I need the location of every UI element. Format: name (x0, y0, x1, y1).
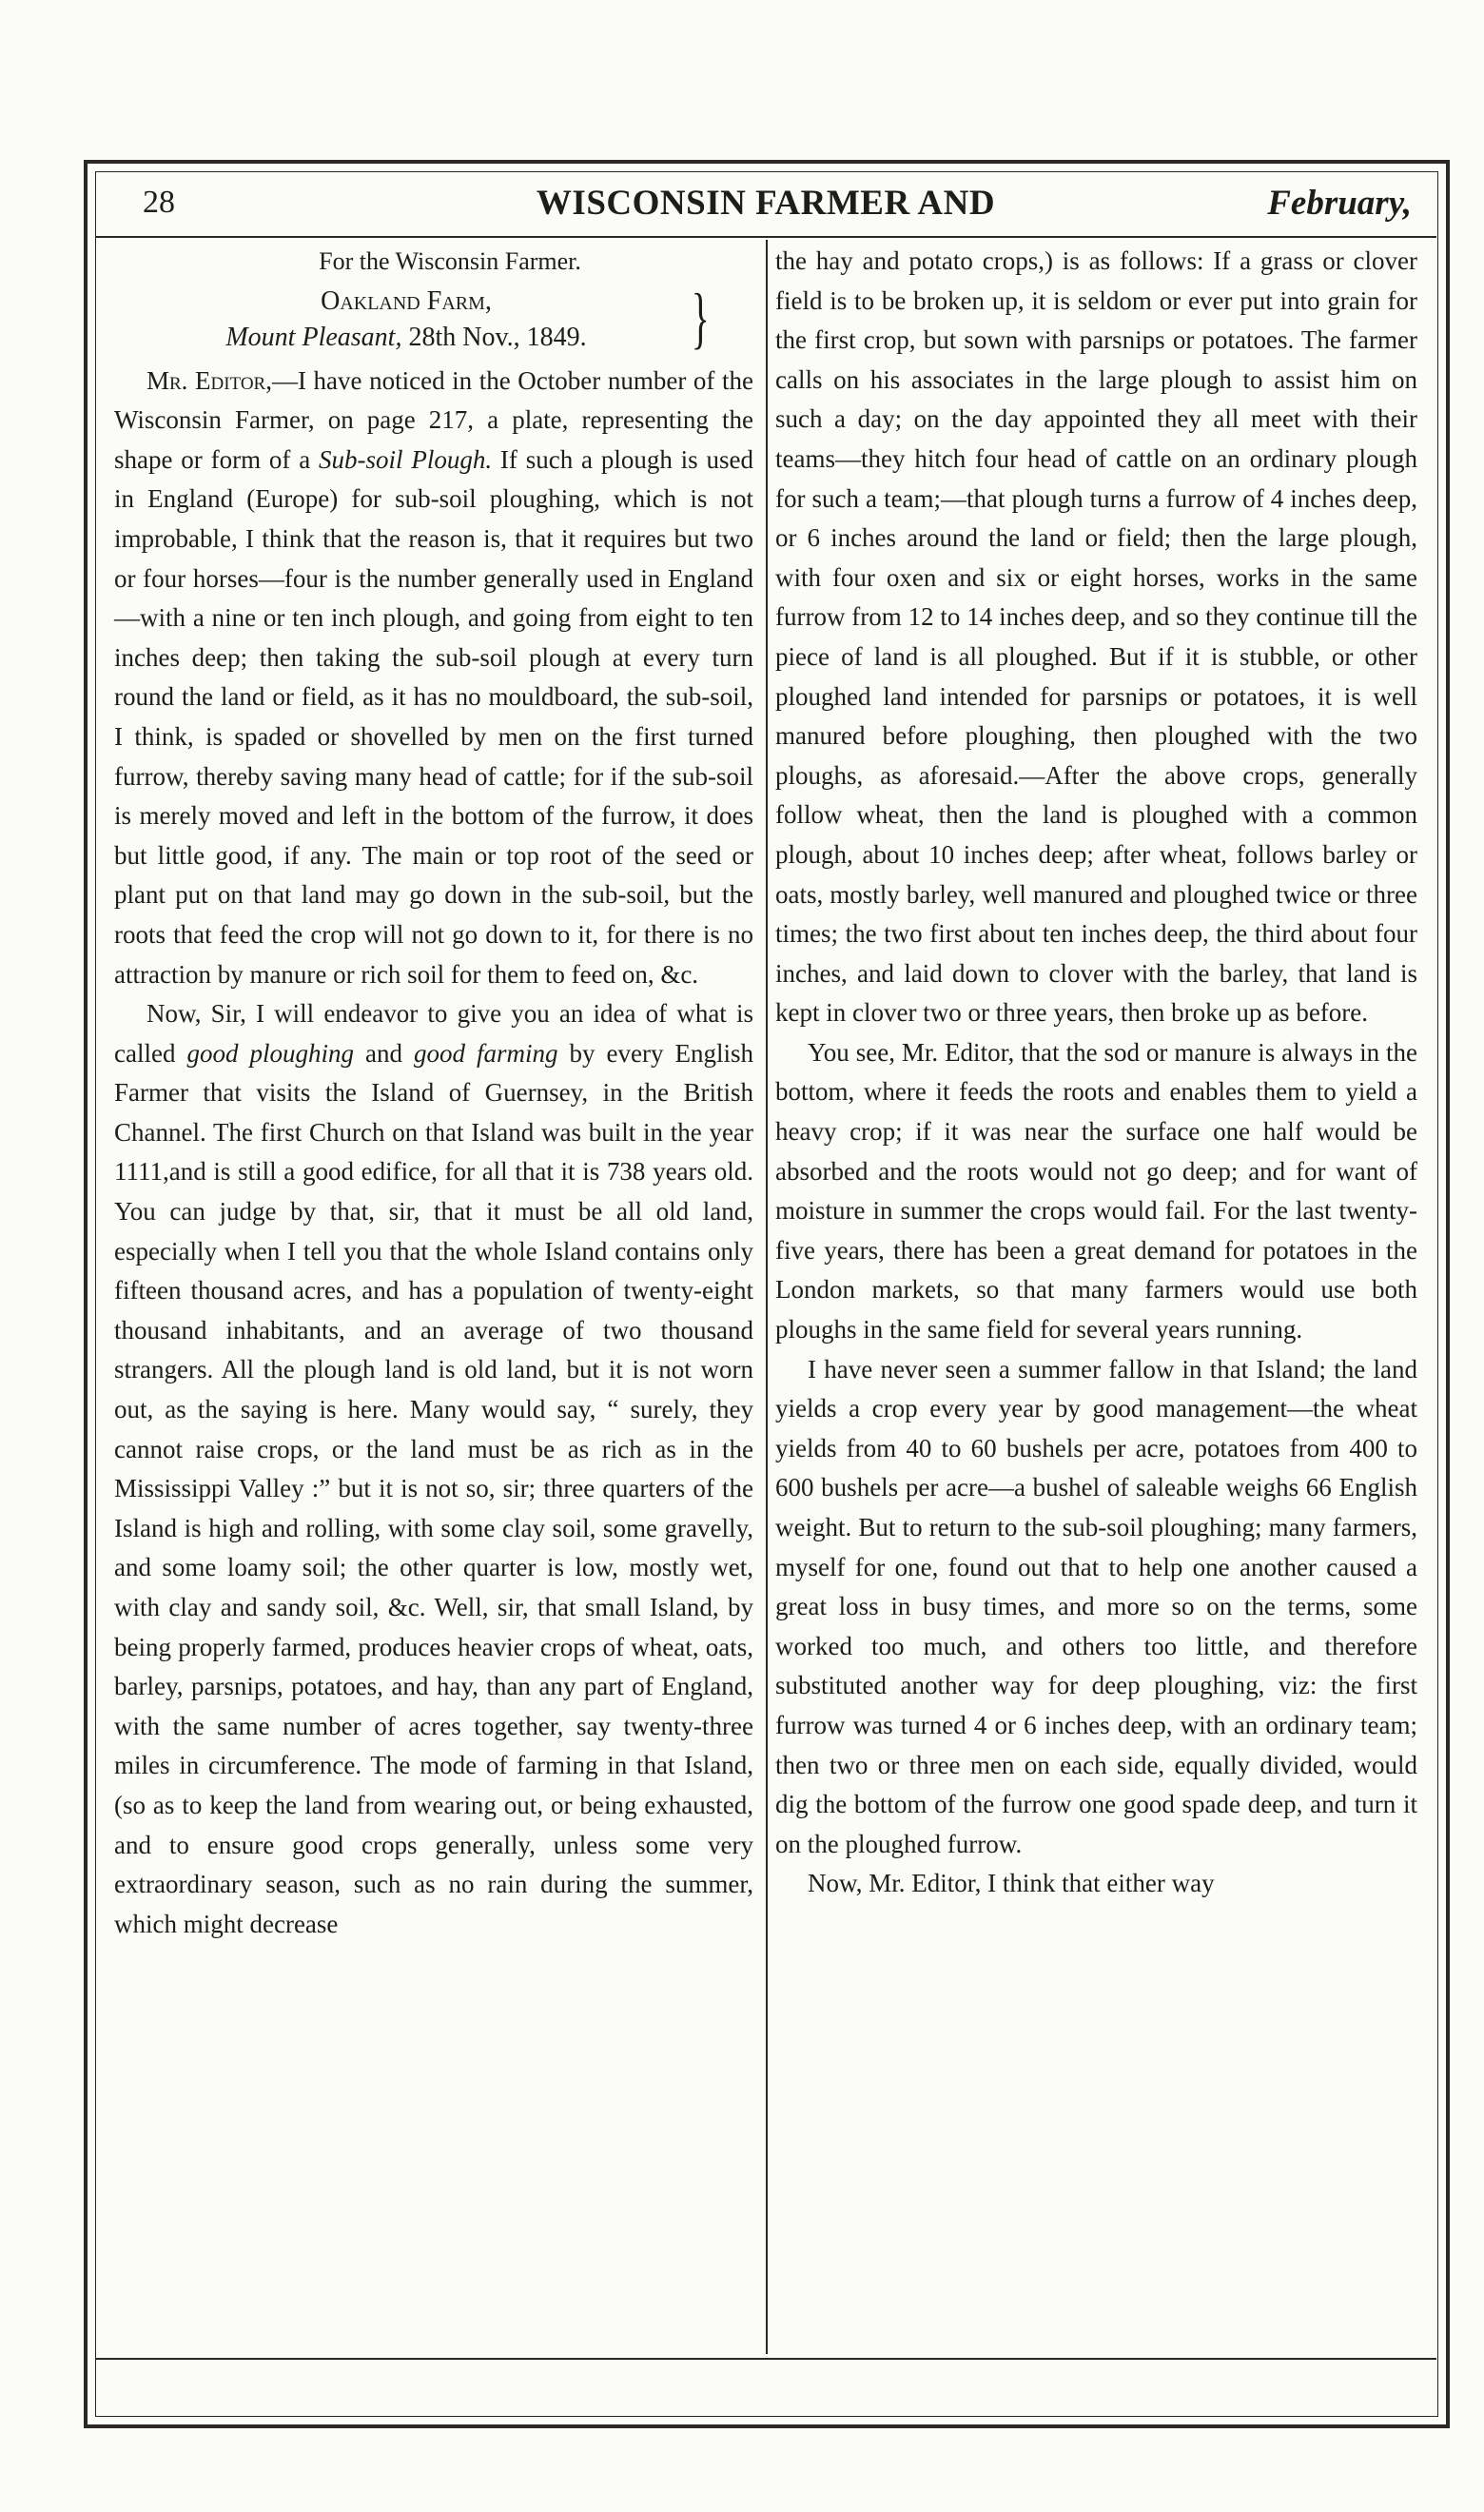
letter-dateline (114, 279, 753, 358)
header-rule (95, 236, 1436, 238)
paragraph-1 (114, 362, 753, 995)
running-date: February, (1267, 184, 1412, 223)
paragraph-2-text-b: and (353, 1038, 414, 1068)
paragraph-2-emphasis-1: good ploughing (186, 1038, 354, 1068)
running-title: WISCONSIN FARMER AND (536, 184, 996, 223)
dateline-place (114, 318, 698, 358)
column-divider (766, 240, 768, 2354)
dateline-town: Mount Pleasant, (225, 322, 402, 352)
running-header (95, 179, 1436, 234)
paragraph-2 (114, 994, 753, 1944)
paragraph-2-text-a: Now, Sir, I will endeavor to give you an idea of what is called (114, 999, 753, 1068)
paragraph-2-continued: the hay and potato crops,) is as follows: If a grass or clover field is to be broken up, it is seldom or ever put into grain for the first crop, but sown with parsnips or potatoes. The farmer calls on his associates in the large plough to assist him on such a day; on the day appointed they all meet with their teams—they hitch four head of cattle on an ordinary plough for such a team;—that plough turns a furrow of 4 inches deep, or 6 inches around the land or field; then the large plough, with four oxen and six or eight horses, works in the same furrow from 12 to 14 inches deep, and so they continue till the piece of land is all ploughed. But if it is stubble, or other ploughed land intended for parsnips or potatoes, it is well manured before ploughing, then ploughed with the two ploughs, as aforesaid.—After the above crops, generally follow wheat, then the land is ploughed with a common plough, about 10 inches deep; after wheat, follows barley or oats, mostly barley, well manured and ploughed twice or three times; the two first about ten inches deep, the third about four inches, and laid down to clover with the barley, that land is kept in clover two or three years, then broke up as before. (775, 246, 1417, 1028)
dateline-brace: } (692, 279, 711, 356)
column-left (114, 242, 753, 1944)
paragraph-4: I have never seen a summer fallow in that Island; the land yields a crop every year by good management—the wheat yields from 40 to 60 bushels per acre, potatoes from 400 to 600 bushels per acre—a bushel of saleable weighs 66 English weight. But to return to the sub-soil ploughing; many farmers, myself for one, found out that to help one another caused a great loss in busy times, and more so on the terms, some worked too much, and others too little, and therefore substituted another way for deep ploughing, viz: the first furrow was turned 4 or 6 inches deep, with an ordinary team; then two or three men on each side, equally divided, would dig the bottom of the furrow one good spade deep, and turn it on the ploughed furrow. (775, 1354, 1417, 1858)
paragraph-2-emphasis-2: good farming (413, 1038, 558, 1068)
letter-source: For the Wisconsin Farmer. (319, 247, 581, 275)
footer-rule (95, 2358, 1436, 2360)
dateline-date: 28th Nov., 1849. (408, 322, 587, 352)
paragraph-1-text-a: —I have noticed in the October number of the Wisconsin Farmer, on page 217, a plate, representing the shape or form of a (114, 365, 753, 474)
paragraph-1-text-b: If such a plough is used in England (Europe) for sub-soil ploughing, which is not improbable, I think that the reason is, that it requires but two or four horses—four is the number generally used in England—with a nine or ten inch plough, and going from eight to ten inches deep; then taking the sub-soil plough at every turn round the land or field, as it has no mouldboard, the sub-soil, I think, is spaded or shovelled by men on the first turned furrow, thereby saving many head of cattle; for if the sub-soil is merely moved and left in the bottom of the furrow, it does but little good, if any. The main or top root of the seed or plant put on that land may go down in the sub-soil, but the roots that feed the crop will not go down to it, for there is no attraction by manure or rich soil for them to feed on, &c. (114, 444, 753, 989)
column-right (775, 242, 1417, 1904)
paragraph-5: Now, Mr. Editor, I think that either way (808, 1869, 1215, 1898)
page-number: 28 (143, 185, 175, 220)
dateline-farm: Oakland Farm, (321, 285, 492, 316)
paragraph-2-text-c: by every English Farmer that visits the Island of Guernsey, in the British Channel. The first Church on that Island was built in the year 1111,and is still a good edifice, for all that it is 738 years old. You can judge by that, sir, that it must be all old land, especially when I tell you that the whole Island contains only fifteen thousand acres, and has a population of twenty-eight thousand inhabitants, and an average of two thousand strangers. All the plough land is old land, but it is not worn out, as the saying is here. Many would say, “ surely, they cannot raise crops, or the land must be as rich as in the Mississippi Valley :” but it is not so, sir; three quarters of the Island is high and rolling, with some clay soil, some gravelly, and some loamy soil; the other quarter is low, mostly wet, with clay and sandy soil, &c. Well, sir, that small Island, by being properly farmed, produces heavier crops of wheat, oats, barley, parsnips, potatoes, and hay, than any part of England, with the same number of acres together, say twenty-three miles in circumference. The mode of farming in that Island, (so as to keep the land from wearing out, or being exhausted, and to ensure good crops generally, unless some very extraordinary season, such as no rain during the summer, which might decrease (114, 1038, 753, 1938)
salutation: Mr. Editor, (146, 365, 272, 395)
paragraph-3: You see, Mr. Editor, that the sod or manure is always in the bottom, where it feeds the roots and enables them to yield a heavy crop; if it was near the surface one half would be absorbed and the roots would not go deep; and for want of moisture in summer the crops would fail. For the last twenty-five years, there has been a great demand for potatoes in the London markets, so that many farmers would use both ploughs in the same field for several years running. (775, 1037, 1417, 1344)
paragraph-1-emphasis: Sub-soil Plough. (319, 444, 493, 474)
